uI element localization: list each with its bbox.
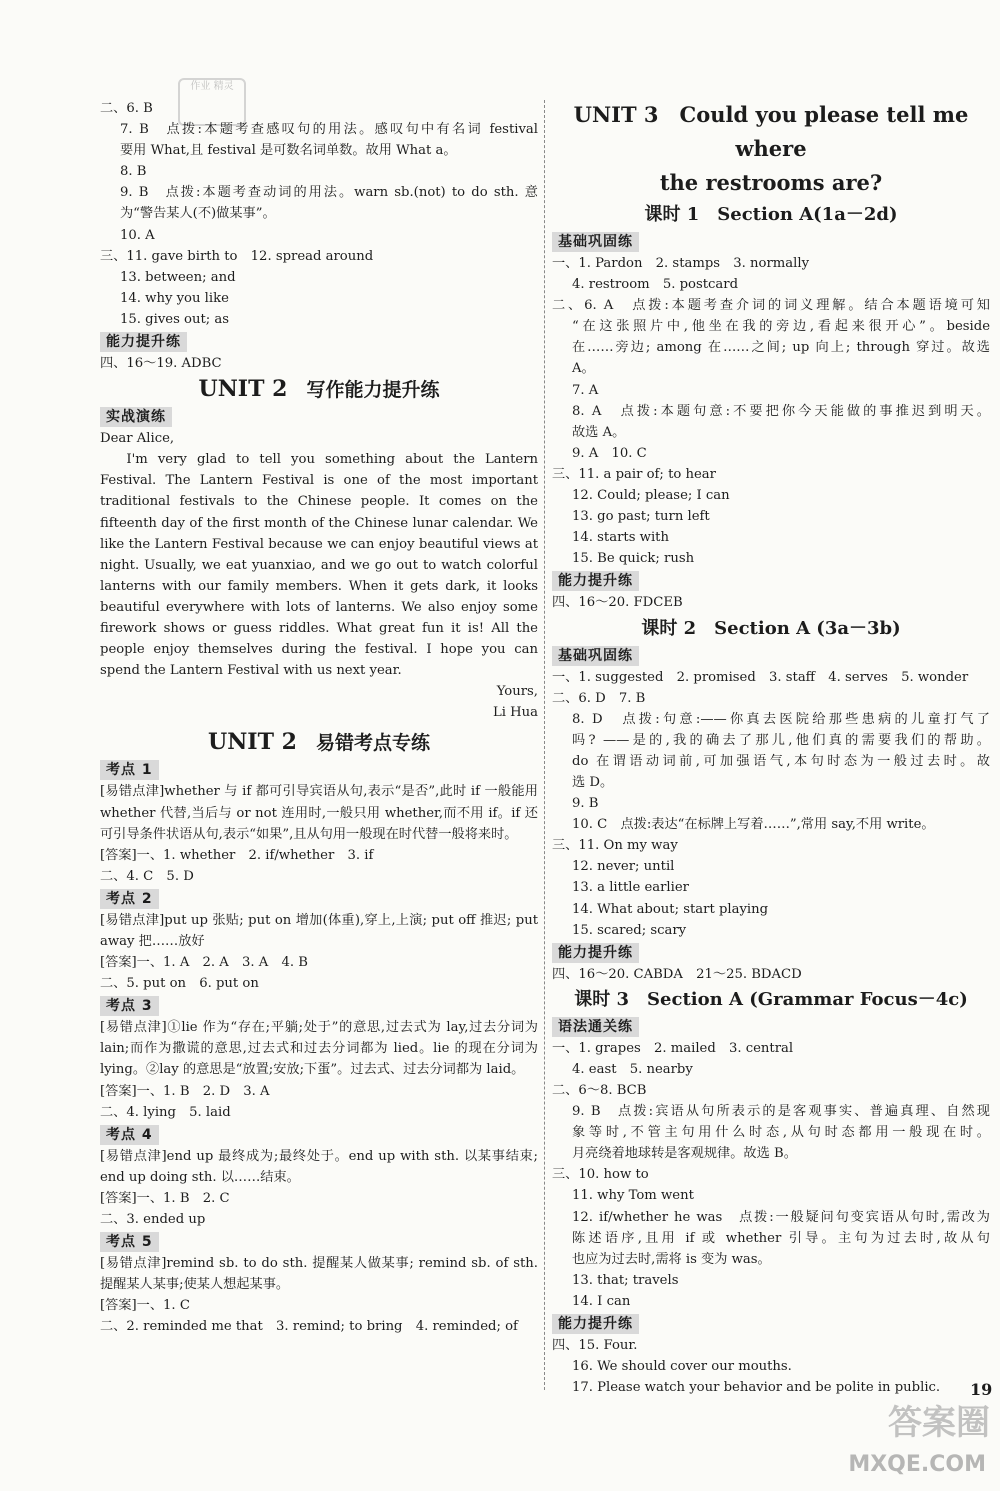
lesson-heading: 课时 2 Section A (3a－3b) [641, 617, 901, 639]
answer-line: 4. restroom 5. postcard [572, 277, 739, 293]
answer-line: 10. C 点拨:表达“在标牌上写着……”,常用 say,不用 write。 [572, 817, 935, 833]
section-label: 能力提升练 [100, 332, 187, 352]
answer-line: 10. A [120, 227, 155, 243]
answer-line: 二、5. put on 6. put on [100, 976, 259, 992]
error-tip: [易错点津]whether 与 if 都可引导宾语从句,表示“是否”,此时 if 一般能用 whether 代替,当后与 or not 连用时,一般只用 whether,而不用 if。if 还可引导条件状语从句,表示“如果”,且从句用一般现在时代替一般将来时。 [100, 784, 538, 842]
answer-line: 二、6. D 7. B [552, 690, 646, 706]
answer-line: [答案]一、1. B 2. C [100, 1190, 230, 1206]
answer-line: 13. go past; turn left [572, 509, 710, 525]
letter-body: I'm very glad to tell you something about the Lantern Festival. The Lantern Festival is one of the most important traditional festivals to the Chinese people. It comes on the fifteenth day of the first month of the Chinese lunar calendar. We like the Lantern Festival because we can enjoy beautiful views at night. Usually, we eat yuanxiao, and we go out to watch colorful lanterns with our family members. When it gets dark, it looks beautiful everywhere with lots of lanterns. We also enjoy some firework shows or guess riddles. What great fun it is! All the people enjoy themselves during the festival. I hope you can spend the Lantern Festival with us next year. [100, 452, 538, 679]
answer-line: 二、6. A 点拨:本题考查介词的词义理解。结合本题语境可知 [552, 298, 990, 314]
answer-line: 选 D。 [572, 774, 614, 790]
section-label: 实战演练 [100, 407, 172, 427]
answer-line: 二、6～8. BCB [552, 1083, 647, 1098]
answer-line: 故选 A。 [572, 424, 626, 440]
answer-line: 9. B 点拨:宾语从句所表示的是客观事实、普遍真理、自然现 [572, 1104, 990, 1120]
answer-line: 三、11. gave birth to 12. spread around [100, 248, 374, 264]
answer-line: [答案]一、1. whether 2. if/whether 3. if [100, 847, 374, 863]
answer-line: 12. never; until [572, 859, 675, 875]
letter-greeting: Dear Alice, [100, 431, 175, 447]
answer-line: 4. east 5. nearby [572, 1061, 693, 1077]
answer-line: 四、16～20. FDCEB [552, 595, 683, 611]
answer-line: 四、16～20. CABDA 21～25. BDACD [552, 966, 802, 982]
answer-line: 三、10. how to [552, 1167, 649, 1183]
answer-line: 8. A 点拨:本题句意:不要把你今天能做的事推迟到明天。 [572, 403, 990, 419]
letter-closing: Yours, [496, 684, 538, 700]
answer-line: 月亮绕着地球转是客观规律。故选 B。 [572, 1146, 797, 1162]
answer-line: 8. D 点拨:句意:——你真去医院给那些患病的儿童打气了 [572, 711, 990, 727]
answer-line: 三、11. On my way [552, 838, 678, 854]
answer-line: 17. Please watch your behavior and be polite in public. [572, 1380, 941, 1396]
answer-line: 7. A [572, 382, 599, 398]
unit-number: UNIT 2 [198, 376, 288, 403]
answer-line: “在这张照片中,他坐在我的旁边,看起来很开心”。beside [572, 319, 990, 335]
section-label: 语法通关练 [552, 1017, 639, 1037]
answer-line: 14. starts with [572, 530, 669, 546]
answer-line: 为“警告某人(不)做某事”。 [120, 206, 276, 222]
lesson-heading: 课时 3 Section A (Grammar Focus－4c) [574, 988, 968, 1010]
error-tip: [易错点津]end up 最终成为;最终处于。end up with sth. 以某事结束; end up doing sth. 以……结束。 [100, 1148, 538, 1185]
watermark-logo: 答案圈 [888, 1403, 990, 1443]
section-label: 能力提升练 [552, 571, 639, 591]
answer-line: 13. between; and [120, 269, 236, 285]
answer-line: 二、4. C 5. D [100, 868, 194, 884]
right-column [552, 98, 993, 1399]
kaodian-label: 考点 3 [100, 996, 159, 1016]
answer-line: 四、15. Four. [552, 1338, 638, 1354]
answer-line: 15. Be quick; rush [572, 551, 695, 567]
unit-heading: UNIT 3 Could you please tell me where [573, 102, 969, 161]
lesson-heading: 课时 1 Section A(1a－2d) [644, 204, 898, 225]
answer-line: 在……旁边; among 在……之间; up 向上; through 穿过。故选 [572, 340, 990, 356]
error-tip: [易错点津]remind sb. to do sth. 提醒某人做某事; remind sb. of sth. 提醒某人某事;使某人想起某事。 [100, 1256, 538, 1293]
answer-line: 12. Could; please; I can [572, 488, 730, 504]
answer-line: 要用 What,且 festival 是可数名词单数。故用 What a。 [120, 143, 457, 159]
answer-line: 13. that; travels [572, 1272, 679, 1288]
section-label: 能力提升练 [552, 943, 639, 963]
answer-line: 二、2. reminded me that 3. remind; to bring 4. reminded; of [100, 1319, 518, 1335]
kaodian-label: 考点 2 [100, 889, 159, 909]
answer-line: 二、3. ended up [100, 1212, 206, 1228]
answer-line: [答案]一、1. A 2. A 3. A 4. B [100, 955, 308, 971]
error-tip: [易错点津]①lie 作为“存在;平躺;处于”的意思,过去式为 lay,过去分词为 lain;而作为撒谎的意思,过去式和过去分词都为 lied。lie 的现在分词为 lying。②lay 的意思是“放置;安放;下蛋”。过去式、过去分词都为 laid。 [100, 1020, 538, 1078]
kaodian-label: 考点 5 [100, 1232, 159, 1252]
answer-line: 15. scared; scary [572, 922, 687, 938]
answer-line: 9. A 10. C [572, 445, 647, 461]
answer-line: 一、1. suggested 2. promised 3. staff 4. serves 5. wonder [552, 669, 969, 685]
answer-line: [答案]一、1. B 2. D 3. A [100, 1083, 270, 1099]
watermark-url: MXQE.COM [848, 1452, 986, 1477]
unit-heading [100, 727, 538, 758]
answer-line: 二、4. lying 5. laid [100, 1104, 231, 1120]
column-divider [544, 100, 545, 1390]
section-label: 基础巩固练 [552, 646, 639, 666]
answer-line: 14. why you like [120, 290, 229, 306]
answer-line: 一、1. Pardon 2. stamps 3. normally [552, 256, 810, 271]
left-column [100, 98, 538, 1338]
answer-line: do 在谓语动词前,可加强语气,本句时态为一般过去时。故 [572, 753, 990, 769]
answer-line: 9. B [572, 796, 599, 812]
error-tip: [易错点津]put up 张贴; put on 增加(体重),穿上,上演; put off 推迟; put away 把……放好 [100, 912, 538, 949]
answer-line: [答案]一、1. C [100, 1298, 190, 1314]
unit-heading [100, 374, 538, 405]
answer-line: 三、11. a pair of; to hear [552, 466, 716, 482]
page-number: 19 [970, 1380, 993, 1399]
kaodian-label: 考点 4 [100, 1125, 159, 1145]
answer-line: 11. why Tom went [572, 1188, 694, 1204]
answer-line: 四、16～19. ADBC [100, 356, 222, 372]
letter-signature: Li Hua [492, 705, 538, 721]
unit-number: UNIT 2 [208, 729, 297, 756]
kaodian-label: 考点 1 [100, 760, 159, 780]
answer-line: 12. if/whether he was 点拨:一般疑问句变宾语从句时,需改为 [572, 1209, 990, 1225]
section-label: 能力提升练 [552, 1314, 639, 1334]
section-label: 基础巩固练 [552, 232, 639, 252]
answer-line: 7. B 点拨:本题考查感叹句的用法。感叹句中有名词 festival [120, 122, 538, 138]
answer-line: 象等时,不管主句用什么时态,从句时态都用一般现在时。 [572, 1125, 990, 1141]
unit-heading-cont: the restrooms are? [659, 170, 883, 195]
answer-line: 陈述语序,且用 if 或 whether 引导。主句为过去时,故从句 [572, 1230, 990, 1246]
unit-title: 写作能力提升练 [306, 379, 440, 402]
answer-line: A。 [572, 361, 595, 377]
answer-line: 吗? ——是的,我的确去了那儿,他们真的需要我们的帮助。 [572, 732, 990, 748]
answer-line: 一、1. grapes 2. mailed 3. central [552, 1040, 794, 1056]
answer-line: 16. We should cover our mouths. [572, 1359, 792, 1375]
answer-line: 9. B 点拨:本题考查动词的用法。warn sb.(not) to do sth. 意 [120, 185, 538, 201]
answer-line: 13. a little earlier [572, 880, 689, 896]
answer-line: 15. gives out; as [120, 311, 230, 327]
answer-line: 二、6. B [100, 101, 153, 116]
answer-line: 也应为过去时,需将 is 变为 was。 [572, 1251, 771, 1267]
answer-line: 8. B [120, 164, 147, 180]
answer-line: 14. I can [572, 1293, 631, 1309]
unit-title: 易错考点专练 [315, 732, 430, 755]
answer-line: 14. What about; start playing [572, 901, 769, 917]
stamp-text: 作业 精灵 [190, 81, 234, 92]
